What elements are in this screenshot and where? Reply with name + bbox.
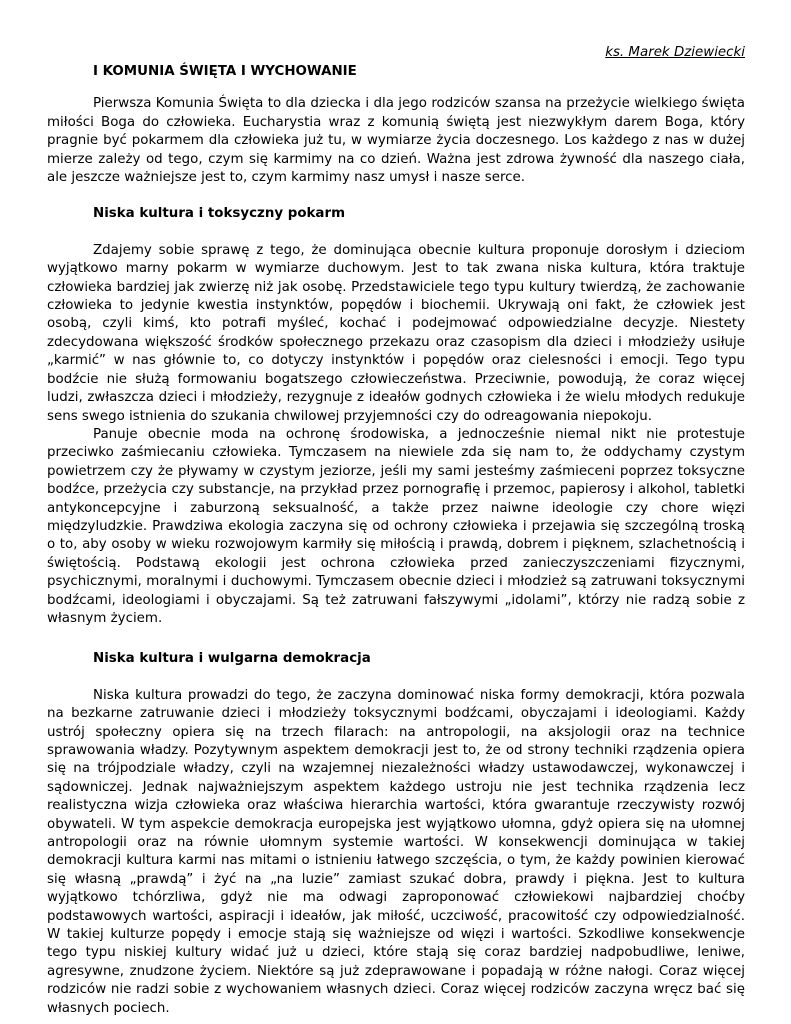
document-title: I KOMUNIA ŚWIĘTA I WYCHOWANIE [93,64,357,79]
body-paragraph: Panuje obecnie moda na ochronę środowiska, a jednocześnie niemal nikt nie protestuje przeciwko zaśmiecaniu człowieka. Tymczasem na niewiele zda się nam to, że oddychamy czystym powietrzem czy że pływamy w czystym jeziorze, jeśli my sami jesteśmy zaśmieceni poprzez toksyczne bodźce, przeżycia czy substancje, na przykład przez pornografię i przemoc, papierosy i alkohol, tabletki antykoncepcyjne i zaburzoną seksualność, a także przez naiwne ideologie czy chore więzi międzyludzkie. Prawdziwa ekologia zaczyna się od ochrony człowieka i przejawia się szczególną troską o to, aby osoby w wieku rozwojowym karmiły się miłością i prawdą, dobrem i pięknem, szlachetnością i świętością. Podstawą ekologii jest ochrona człowieka przed zanieczyszczeniami fizycznymi, psychicznymi, moralnymi i duchowymi. Tymczasem obecnie dzieci i młodzież są zatruwani toksycznymi bodźcami, ideologiami i obyczajami. Są też zatruwani fałszywymi „idolami”, którzy nie radzą sobie z własnym życiem. [47,426,745,626]
intro-paragraph: Pierwsza Komunia Święta to dla dziecka i dla jego rodziców szansa na przeżycie wielkiego święta miłości Boga do człowieka. Eucharystia wraz z komunią świętą jest niezwykłym darem Boga, który pragnie być pokarmem dla człowieka już tu, w wymiarze życia doczesnego. Los każdego z nas w dużej mierze zależy od tego, czym się karmimy na co dzień. Ważna jest zdrowa żywność dla naszego ciała, ale jeszcze ważniejsze jest to, czym karmimy nasz umysł i nasze serce. [47,96,745,186]
section-heading-vulgar-democracy: Niska kultura i wulgarna demokracja [93,651,371,667]
body-paragraph: Zdajemy sobie sprawę z tego, że dominująca obecnie kultura proponuje dorosłym i dzieciom wyjątkowo marny pokarm w wymiarze duchowym. Jest to tak zwana niska kultura, która traktuje człowieka bardziej jak zwierzę niż jak osobę. Przedstawiciele tego typu kultury twierdzą, że zachowanie człowieka to jedynie kwestia instynktów, popędów i biochemii. Ukrywają oni fakt, że człowiek jest osobą, czyli kimś, kto potrafi myśleć, kochać i podejmować odpowiedzialne decyzje. Niestety zdecydowana większość środków społecznego przekazu oraz czasopism dla dzieci i młodzieży usiłuje „karmić” w nas głównie to, co dotyczy instynktów i popędów oraz cielesności i emocji. Tego typu bodźcie nie służą formowaniu bogatszego człowieczeństwa. Przeciwnie, powodują, że coraz więcej ludzi, zwłaszcza dzieci i młodzieży, rezygnuje z ideałów godnych człowieka i że wielu młodych redukuje sens swego istnienia do szukania chwilowej przyjemności czy do odreagowania niepokoju. [47,242,745,424]
document-page [47,44,745,1018]
section-heading-toxic-food: Niska kultura i toksyczny pokarm [93,206,346,222]
body-paragraph: Niska kultura prowadzi do tego, że zaczyna dominować niska formy demokracji, która pozwala na bezkarne zatruwanie dzieci i młodzieży toksycznymi bodźcami, obyczajami i ideologiami. Każdy ustrój społeczny opiera się na trzech filarach: na antropologii, na aksjologii oraz na technice sprawowania władzy. Pozytywnym aspektem demokracji jest to, że od strony techniki rządzenia opiera się na trójpodziale władzy, czyli na wzajemnej niezależności władzy ustawodawczej, wykonawczej i sądowniczej. Jednak najważniejszym aspektem każdego ustroju nie jest technika rządzenia lecz realistyczna wizja człowieka oraz właściwa hierarchia wartości, która gwarantuje rzeczywisty rozwój obywateli. W tym aspekcie demokracja europejska jest wyjątkowo ułomna, gdyż opiera się na ułomnej antropologii oraz na równie ułomnym systemie wartości. W konsekwencji dominująca w takiej demokracji kultura karmi nas mitami o istnieniu łatwego szczęścia, o tym, że każdy powinien kierować się własną „prawdą” i żyć na „na luzie” zamiast szukać dobra, prawdy i piękna. Jest to kultura wyjątkowo tchórzliwa, gdyż nie ma odwagi zaproponować człowiekowi najbardziej choćby podstawowych wartości, aspiracji i ideałów, jak miłość, uczciwość, pracowitość czy odpowiedzialność. W takiej kulturze popędy i emocje stają się ważniejsze od więzi i wartości. Szkodliwe konsekwencje tego typu niskiej kultury widać już u dzieci, które stają się coraz bardziej nadpobudliwe, leniwe, agresywne, znudzone życiem. Niektóre są już zdeprawowane i popadają w różne nałogi. Coraz więcej rodziców nie radzi sobie z wychowaniem własnych dzieci. Coraz więcej rodziców zaczyna wręcz bać się własnych pociech. [47,687,745,1016]
author-name: ks. Marek Dziewiecki [605,45,745,60]
